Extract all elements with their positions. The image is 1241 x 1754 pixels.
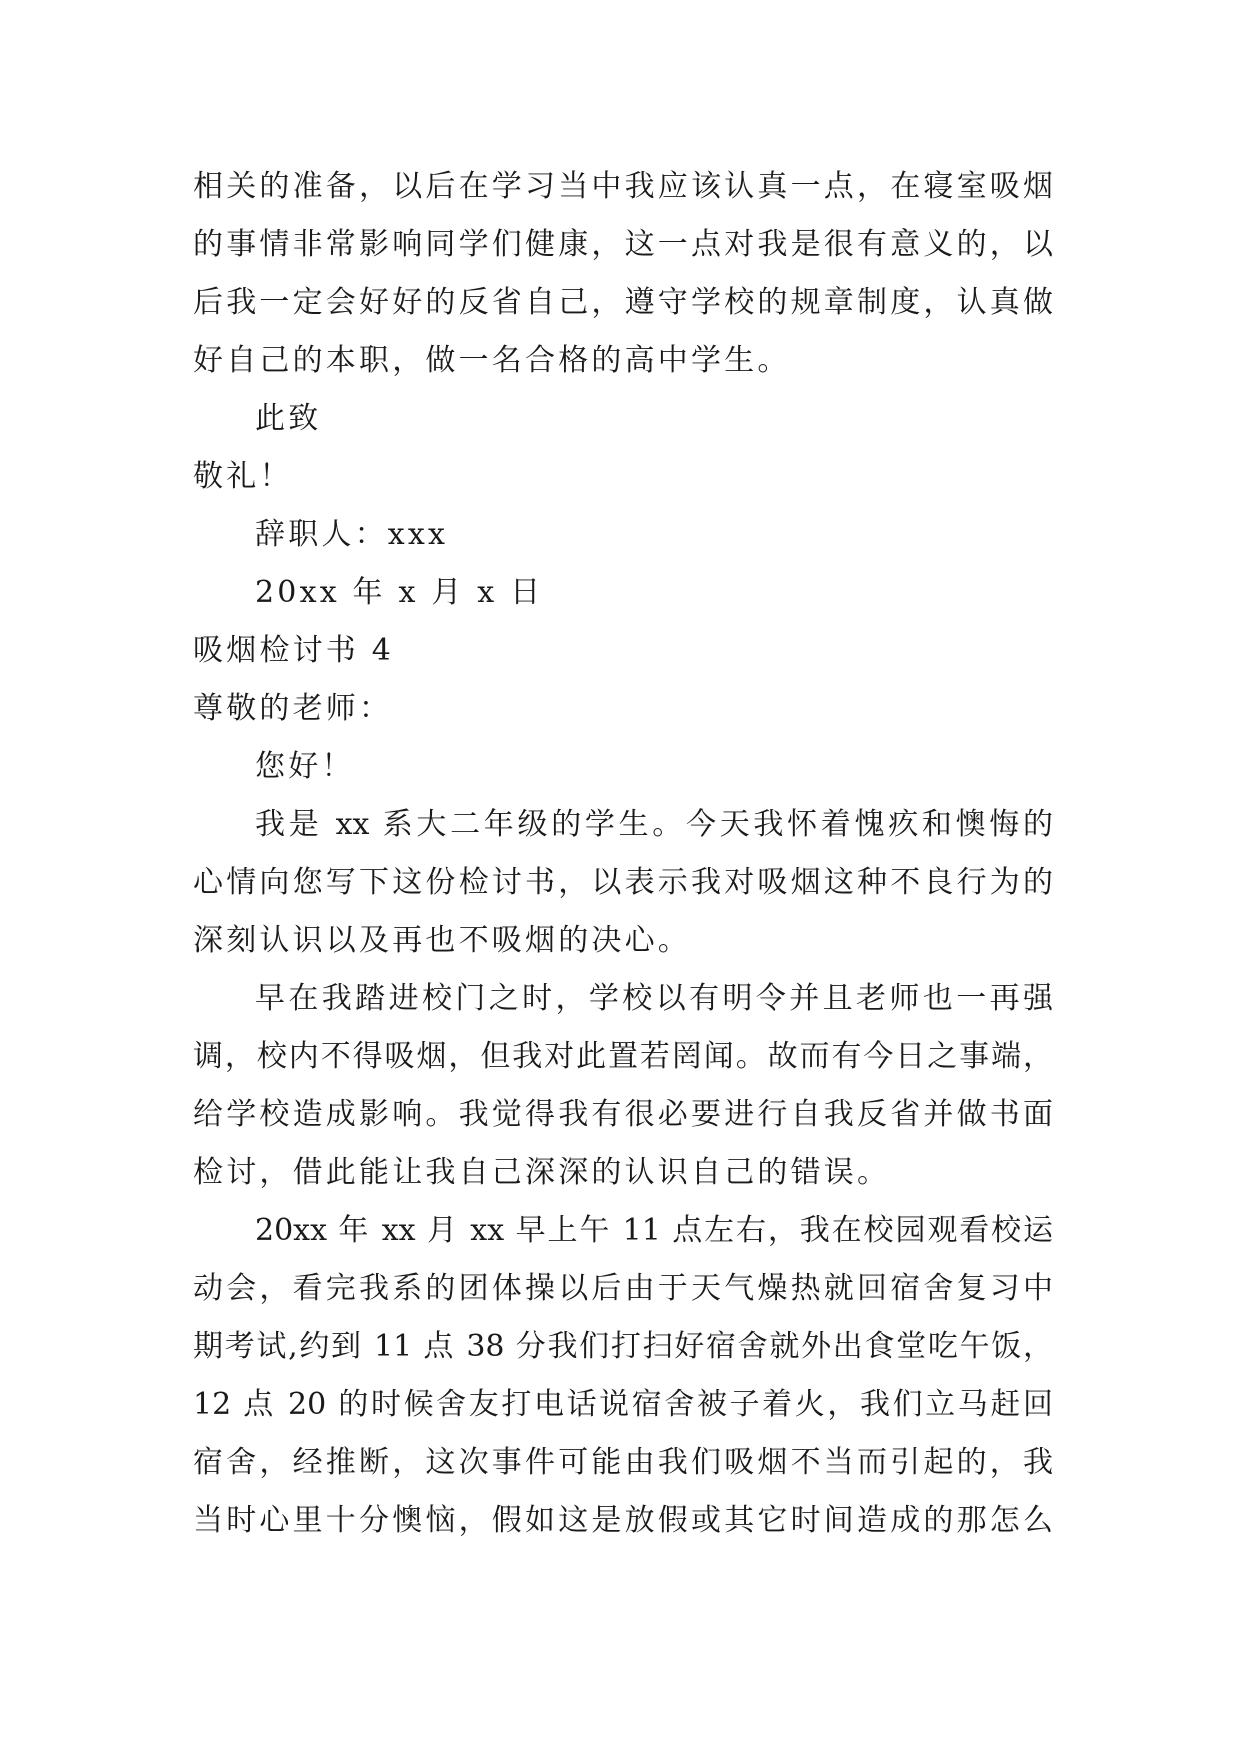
- text-line: 20xx 年 xx 月 xx 早上午 11 点左右，我在校园观看校运: [255, 1213, 1053, 1248]
- text-line: 宿舍，经推断，这次事件可能由我们吸烟不当而引起的，我: [193, 1445, 1053, 1480]
- document-page: [193, 158, 1053, 1550]
- text-line: 后我一定会好好的反省自己，遵守学校的规章制度，认真做: [193, 285, 1053, 320]
- text-line: 检讨，借此能让我自己深深的认识自己的错误。: [193, 1155, 891, 1190]
- text-line: 心情向您写下这份检讨书，以表示我对吸烟这种不良行为的: [193, 865, 1053, 900]
- text-line: 给学校造成影响。我觉得我有很必要进行自我反省并做书面: [193, 1097, 1053, 1132]
- text-line: 相关的准备，以后在学习当中我应该认真一点，在寝室吸烟: [193, 169, 1053, 204]
- greeting-addressee: 尊敬的老师：: [193, 691, 393, 726]
- text-line: 12 点 20 的时候舍友打电话说宿舍被子着火，我们立马赶回: [193, 1387, 1053, 1422]
- greeting: 您好！: [255, 749, 355, 784]
- text-line: 当时心里十分懊恼，假如这是放假或其它时间造成的那怎么: [193, 1503, 1053, 1538]
- text-line: 我是 xx 系大二年级的学生。今天我怀着愧疚和懊悔的: [255, 807, 1053, 842]
- text-line: 的事情非常影响同学们健康，这一点对我是很有意义的，以: [193, 227, 1053, 262]
- text-line: 好自己的本职，做一名合格的高中学生。: [193, 343, 791, 378]
- text-line: 调，校内不得吸烟，但我对此置若罔闻。故而有今日之事端，: [193, 1039, 1053, 1074]
- text-line: 深刻认识以及再也不吸烟的决心。: [193, 923, 691, 958]
- date-line: 20xx 年 x 月 x 日: [255, 575, 544, 610]
- closing-respect: 敬礼！: [193, 459, 293, 494]
- text-line: 期考试,约到 11 点 38 分我们打扫好宿舍就外出食堂吃午饭，: [193, 1329, 1053, 1364]
- signature-line: 辞职人：xxx: [255, 517, 449, 552]
- text-line: 动会，看完我系的团体操以后由于天气燥热就回宿舍复习中: [193, 1271, 1053, 1306]
- closing-salutation: 此致: [255, 401, 322, 436]
- section-title: 吸烟检讨书 4: [193, 633, 395, 668]
- text-line: 早在我踏进校门之时，学校以有明令并且老师也一再强: [255, 981, 1053, 1016]
